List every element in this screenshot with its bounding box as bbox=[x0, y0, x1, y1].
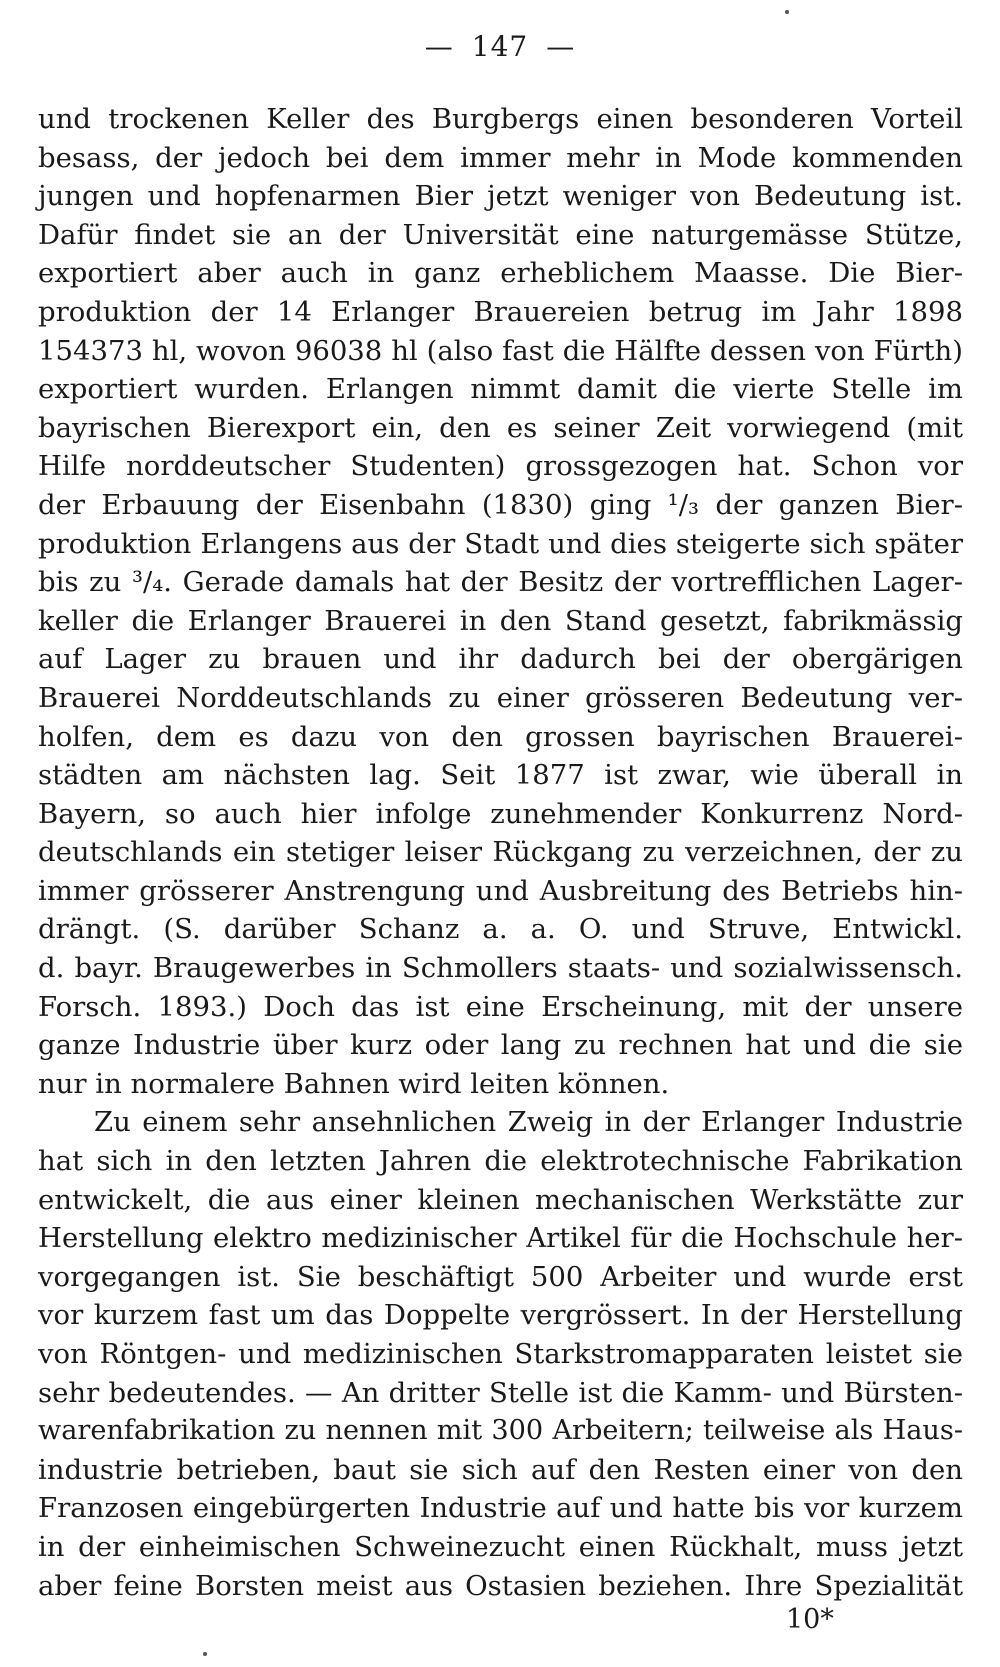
text-line: keller die Erlanger Brauerei in den Stand gesetzt, fabrikmässig bbox=[38, 604, 963, 637]
text-line: nur in normalere Bahnen wird leiten können. bbox=[38, 1067, 670, 1100]
text-line: aber feine Borsten meist aus Ostasien beziehen. Ihre Spezialität bbox=[38, 1569, 963, 1602]
text-line: Hilfe norddeutscher Studenten) grossgezogen hat. Schon vor bbox=[38, 450, 963, 483]
text-line: immer grösserer Anstrengung und Ausbreitung des Betriebs hin- bbox=[38, 874, 963, 907]
print-speck bbox=[203, 1652, 207, 1656]
paragraph-2 bbox=[38, 1103, 963, 1605]
text-line: industrie betrieben, baut sie sich auf den Resten einer von den bbox=[38, 1453, 963, 1486]
text-line: städten am nächsten lag. Seit 1877 ist zwar, wie überall in bbox=[38, 759, 963, 792]
text-line: bis zu ³/₄. Gerade damals hat der Besitz der vortrefflichen Lager- bbox=[38, 566, 963, 599]
text-line: sehr bedeutendes. — An dritter Stelle ist die Kamm- und Bürsten- bbox=[38, 1376, 963, 1409]
text-line: vorgegangen ist. Sie beschäftigt 500 Arbeiter und wurde erst bbox=[38, 1260, 963, 1293]
text-line: der Erbauung der Eisenbahn (1830) ging ¹/₃ der ganzen Bier- bbox=[38, 488, 963, 521]
text-line: Dafür findet sie an der Universität eine naturgemässe Stütze, bbox=[38, 218, 963, 251]
text-line: exportiert wurden. Erlangen nimmt damit die vierte Stelle im bbox=[38, 373, 963, 406]
text-line: holfen, dem es dazu von den grossen bayrischen Brauerei- bbox=[38, 720, 963, 753]
text-line: jungen und hopfenarmen Bier jetzt weniger von Bedeutung ist. bbox=[38, 180, 963, 213]
body-text bbox=[38, 100, 963, 1605]
text-line: warenfabrikation zu nennen mit 300 Arbeitern; teilweise als Haus- bbox=[38, 1415, 963, 1447]
text-line: entwickelt, die aus einer kleinen mechanischen Werkstätte zur bbox=[38, 1183, 963, 1216]
text-line: produktion der 14 Erlanger Brauereien betrug im Jahr 1898 bbox=[38, 295, 963, 328]
signature-mark: 10* bbox=[786, 1604, 834, 1635]
text-line: bayrischen Bierexport ein, den es seiner Zeit vorwiegend (mit bbox=[38, 411, 963, 444]
print-speck bbox=[785, 10, 789, 14]
text-line: 154373 hl, wovon 96038 hl (also fast die Hälfte dessen von Fürth) bbox=[38, 334, 963, 367]
text-line: in der einheimischen Schweinezucht einen Rückhalt, muss jetzt bbox=[38, 1530, 963, 1563]
text-line: d. bayr. Braugewerbes in Schmollers staats- und sozialwissensch. bbox=[38, 952, 963, 985]
text-line: und trockenen Keller des Burgbergs einen besonderen Vorteil bbox=[38, 103, 963, 135]
page-number-dash-right: — bbox=[546, 30, 576, 63]
text-line: von Röntgen- und medizinischen Starkstromapparaten leistet sie bbox=[38, 1338, 963, 1370]
text-line: hat sich in den letzten Jahren die elektrotechnische Fabrikation bbox=[38, 1145, 963, 1178]
text-line: Herstellung elektro medizinischer Artikel für die Hochschule her- bbox=[38, 1222, 963, 1255]
text-line: Franzosen eingebürgerten Industrie auf und hatte bis vor kurzem bbox=[38, 1492, 963, 1525]
text-line: Bayern, so auch hier infolge zunehmender Konkurrenz Nord- bbox=[38, 797, 963, 830]
text-line: Brauerei Norddeutschlands zu einer grösseren Bedeutung ver- bbox=[38, 681, 963, 714]
text-line: exportiert aber auch in ganz erheblichem Maasse. Die Bier- bbox=[38, 257, 963, 290]
page-number-value: 147 bbox=[471, 30, 529, 63]
text-line: ganze Industrie über kurz oder lang zu rechnen hat und die sie bbox=[38, 1029, 963, 1062]
text-line: deutschlands ein stetiger leiser Rückgang zu verzeichnen, der zu bbox=[38, 836, 963, 869]
paragraph-1 bbox=[38, 100, 963, 1103]
text-line: drängt. (S. darüber Schanz a. a. O. und Struve, Entwickl. bbox=[38, 913, 963, 946]
text-line: auf Lager zu brauen und ihr dadurch bei der obergärigen bbox=[38, 643, 963, 676]
page-number-dash-left: — bbox=[424, 30, 454, 63]
text-line: besass, der jedoch bei dem immer mehr in Mode kommenden bbox=[38, 141, 963, 174]
text-line: Forsch. 1893.) Doch das ist eine Erscheinung, mit der unsere bbox=[38, 990, 963, 1023]
text-line: vor kurzem fast um das Doppelte vergrössert. In der Herstellung bbox=[38, 1299, 963, 1332]
page-number bbox=[0, 30, 1000, 63]
text-line: Zu einem sehr ansehnlichen Zweig in der Erlanger Industrie bbox=[94, 1106, 963, 1139]
text-line: produktion Erlangens aus der Stadt und dies steigerte sich später bbox=[38, 527, 963, 560]
